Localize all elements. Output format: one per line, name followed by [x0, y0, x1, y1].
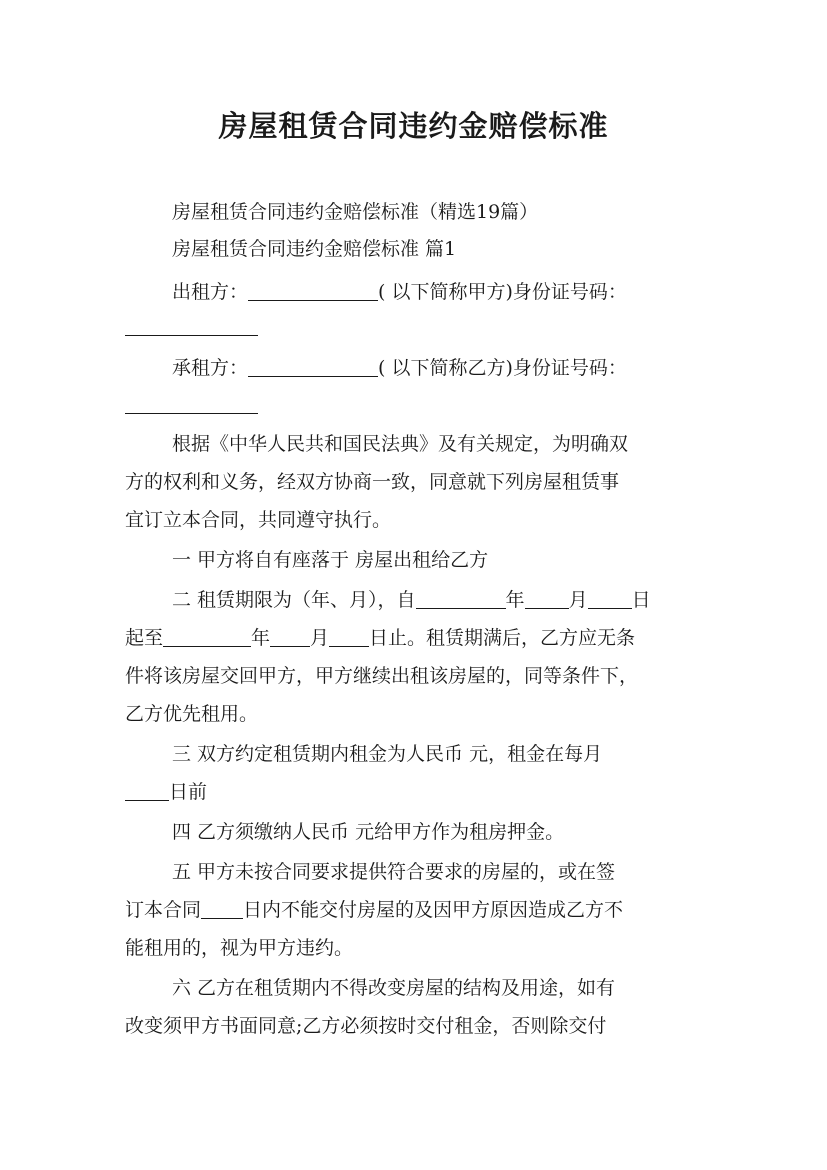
- lessee-suffix: ( 以下简称乙方)身份证号码：: [378, 357, 627, 379]
- clause-3-line-2: [125, 778, 207, 806]
- clause-3-line-1: 三 双方约定租赁期内租金为人民币 元，租金在每月: [172, 743, 603, 765]
- subtitle: 房屋租赁合同违约金赔偿标准（精选19篇）: [172, 201, 539, 223]
- start-day-blank: [588, 588, 632, 609]
- month-label: 月: [568, 589, 588, 611]
- lessee-line: [172, 354, 627, 382]
- clause-6-line-2: 改变须甲方书面同意;乙方必须按时交付租金，否则除交付: [125, 1015, 607, 1037]
- lessee-name-blank: [248, 356, 378, 377]
- intro-line-3: 宜订立本合同，共同遵守执行。: [125, 509, 392, 531]
- delivery-days-blank: [201, 898, 243, 919]
- year-label: 年: [505, 589, 525, 611]
- year-label-2: 年: [251, 627, 271, 649]
- lessor-name-blank: [248, 280, 378, 301]
- rent-day-blank: [125, 780, 169, 801]
- month-label-2: 月: [310, 627, 330, 649]
- document-title: 房屋租赁合同违约金赔偿标准: [218, 109, 609, 143]
- end-month-blank: [270, 626, 310, 647]
- clause-1: 一 甲方将自有座落于 房屋出租给乙方: [172, 549, 489, 571]
- day-label: 日: [631, 589, 651, 611]
- clause-2-line-2: [125, 624, 635, 652]
- lessor-label: 出租方：: [172, 281, 249, 303]
- section-heading: 房屋租赁合同违约金赔偿标准 篇1: [172, 238, 457, 260]
- clause-2-lead: 二 租赁期限为（年、月），自: [172, 589, 416, 611]
- clause-5-line-1: 五 甲方未按合同要求提供符合要求的房屋的，或在签: [172, 861, 616, 883]
- start-year-blank: [416, 588, 506, 609]
- from-label: 起至: [125, 627, 164, 649]
- clause-2-line-1: [172, 586, 651, 614]
- clause-5-line-2b: 日内不能交付房屋的及因甲方原因造成乙方不: [243, 899, 624, 921]
- clause-5-line-3: 能租用的，视为甲方违约。: [125, 937, 354, 959]
- lessor-id-blank: [125, 334, 258, 336]
- clause-5-line-2a: 订本合同: [125, 899, 202, 921]
- lessee-id-blank: [125, 412, 258, 414]
- intro-line-2: 方的权利和义务，经双方协商一致，同意就下列房屋租赁事: [125, 471, 620, 493]
- clause-6-line-1: 六 乙方在租赁期内不得改变房屋的结构及用途，如有: [172, 977, 616, 999]
- clause-3-line-2-text: 日前: [169, 781, 208, 803]
- end-year-blank: [163, 626, 251, 647]
- clause-2-line-3: 件将该房屋交回甲方，甲方继续出租该房屋的，同等条件下，: [125, 665, 639, 687]
- start-month-blank: [525, 588, 569, 609]
- clause-2-end: 日止。租赁期满后，乙方应无条: [369, 627, 636, 649]
- lessor-suffix: ( 以下简称甲方)身份证号码：: [378, 281, 627, 303]
- intro-line-1: 根据《中华人民共和国民法典》及有关规定，为明确双: [172, 433, 629, 455]
- clause-2-line-4: 乙方优先租用。: [125, 703, 259, 725]
- clause-5-line-2: [125, 896, 623, 924]
- end-day-blank: [329, 626, 369, 647]
- lessee-label: 承租方：: [172, 357, 249, 379]
- clause-4: 四 乙方须缴纳人民币 元给甲方作为租房押金。: [172, 821, 565, 843]
- lessor-line: [172, 278, 627, 306]
